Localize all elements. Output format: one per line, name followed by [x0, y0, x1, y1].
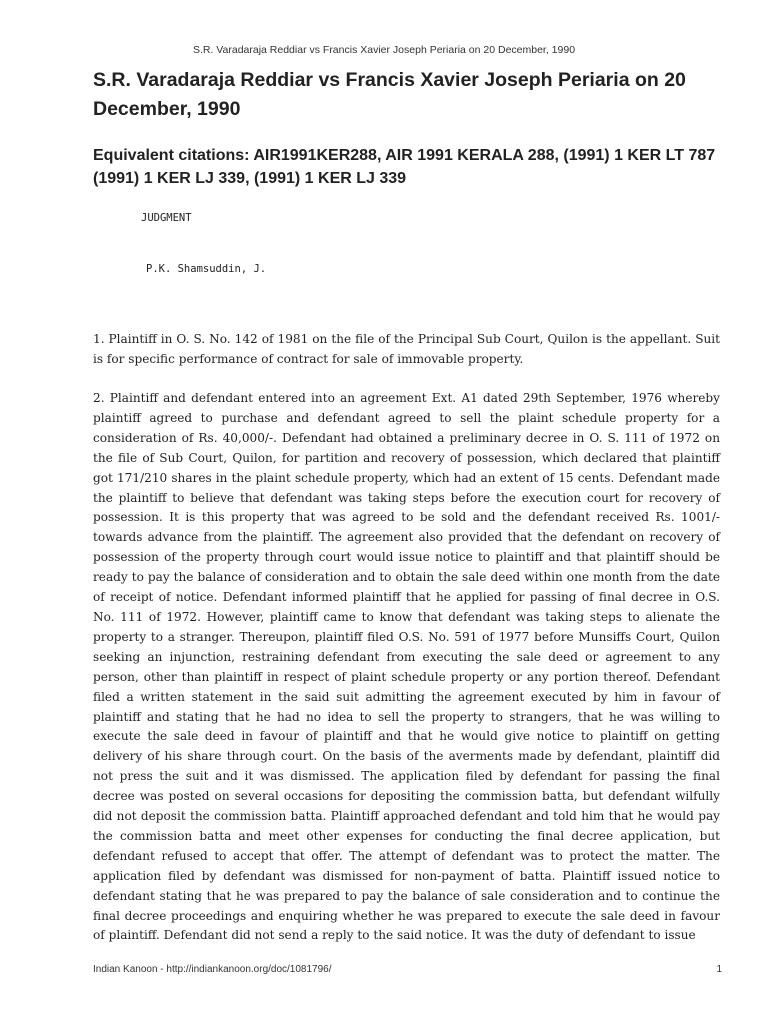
- paragraph-2: 2. Plaintiff and defendant entered into an agreement Ext. A1 dated 29th September, 1976 whereby plaintiff agreed to purchase and defendant agreed to sell the plaint schedule property for a consideration of Rs. 40,000/-. Defendant had obtained a preliminary decree in O. S. 111 of 1972 on the file of Sub Court, Quilon, for partition and recovery of possession, which declared that plaintiff got 171/210 shares in the plaint schedule property, which had an extent of 15 cents. Defendant made the plaintiff to believe that defendant was taking steps before the execution court for recovery of possession. It is this property that was agreed to be sold and the defendant received Rs. 1001/- towards advance from the plaintiff. The agreement also provided that the defendant on recovery of possession of the property through court would issue notice to plaintiff and that plaintiff should be ready to pay the balance of consideration and to obtain the sale deed within one month from the date of receipt of notice. Defendant informed plaintiff that he applied for passing of final decree in O.S. No. 111 of 1972. However, plaintiff came to know that defendant was taking steps to alienate the property to a stranger. Thereupon, plaintiff filed O.S. No. 591 of 1977 before Munsiffs Court, Quilon seeking an injunction, restraining defendant from executing the sale deed or agreement to any person, other than plaintiff in respect of plaint schedule property or any portion thereof. Defendant filed a written statement in the said suit admitting the agreement executed by him in favour of plaintiff and stating that he had no idea to sell the property to strangers, that he was willing to execute the sale deed in favour of plaintiff and that he would give notice to plaintiff on getting delivery of his share through court. On the basis of the averments made by defendant, plaintiff did not press the suit and it was dismissed. The application filed by defendant for passing the final decree was posted on several occasions for depositing the commission batta, but defendant wilfully did not deposit the commission batta. Plaintiff approached defendant and told him that he would pay the commission batta and meet other expenses for conducting the final decree application, but defendant refused to accept that offer. The attempt of defendant was to protect the matter. The application filed by defendant was dismissed for non-payment of batta. Plaintiff issued notice to defendant stating that he was prepared to pay the balance of sale consideration and to continue the final decree proceedings and enquiring whether he was prepared to execute the sale deed in favour of plaintiff. Defendant did not send a reply to the said notice. It was the duty of defendant to issue: [93, 391, 720, 943]
- page-title: S.R. Varadaraja Reddiar vs Francis Xavier Joseph Periaria on 20 December, 1990: [93, 69, 686, 120]
- judge-name: P.K. Shamsuddin, J.: [146, 263, 267, 275]
- equivalent-citations: Equivalent citations: AIR1991KER288, AIR 1991 KERALA 288, (1991) 1 KER LT 787 (1991) 1 KER LJ 339, (1991) 1 KER LJ 339: [93, 147, 716, 187]
- judgment-label: JUDGMENT: [141, 212, 192, 224]
- paragraph-1: 1. Plaintiff in O. S. No. 142 of 1981 on the file of the Principal Sub Court, Quilon is the appellant. Suit is for specific performance of contract for sale of immovable property.: [93, 332, 720, 366]
- footer-source: Indian Kanoon - http://indiankanoon.org/doc/1081796/: [93, 964, 332, 975]
- page-number: 1: [716, 964, 722, 975]
- running-header: S.R. Varadaraja Reddiar vs Francis Xavier Joseph Periaria on 20 December, 1990: [192, 44, 576, 56]
